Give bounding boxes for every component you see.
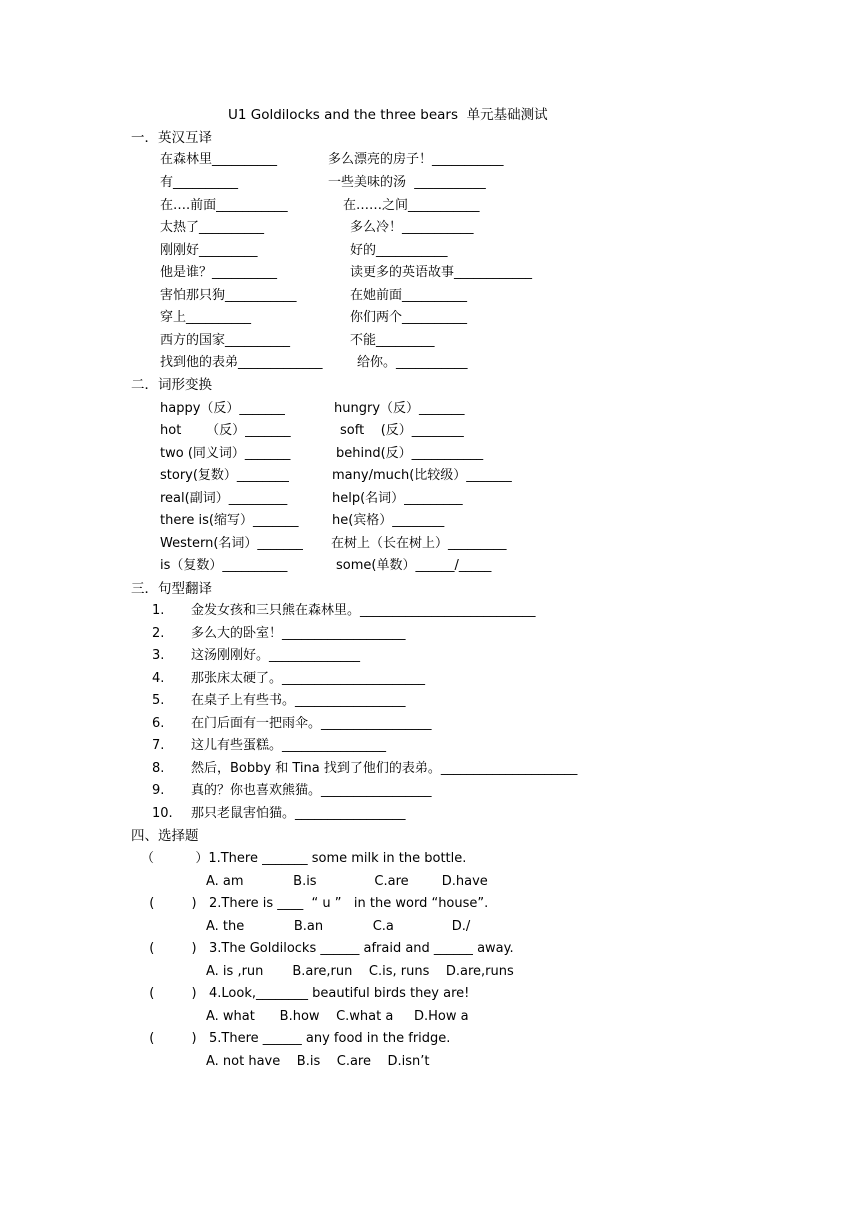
page-title: U1 Goldilocks and the three bears 单元基础测试: [228, 107, 548, 123]
s3-item-number: 10.: [152, 806, 173, 821]
s2-row-right: he(宾格）________: [332, 513, 445, 528]
s3-item-sentence: 那只老鼠害怕猫。_________________: [191, 806, 406, 821]
s1-row-right: 在她前面__________: [350, 288, 468, 303]
s3-item-number: 2.: [152, 626, 165, 641]
s1-row-right: 读更多的英语故事____________: [350, 265, 533, 280]
mc-options: A. is ,run B.are,run C.is, runs D.are,runs: [206, 964, 514, 979]
s2-row-right: 在树上（长在树上）_________: [331, 536, 507, 551]
section-2-heading: 二．词形变换: [131, 377, 212, 393]
s3-item-sentence: 在门后面有一把雨伞。_________________: [191, 716, 432, 731]
s1-row-left: 有__________: [160, 175, 239, 190]
section-3-heading: 三．句型翻译: [131, 581, 212, 597]
s2-row-right: behind(反）___________: [336, 446, 484, 461]
s3-item-number: 5.: [152, 693, 165, 708]
s3-item-sentence: 金发女孩和三只熊在森林里。___________________________: [191, 603, 536, 618]
mc-question: （ ）1.There _______ some milk in the bottle.: [141, 851, 467, 866]
s1-row-right: 不能_________: [350, 333, 435, 348]
s1-row-left: 害怕那只狗___________: [160, 288, 297, 303]
section-1-heading: 一．英汉互译: [131, 130, 212, 146]
s1-row-right: 好的___________: [350, 243, 448, 258]
s1-row-left: 太热了__________: [160, 220, 265, 235]
s1-row-right: 在……之间___________: [343, 198, 480, 213]
s1-row-right: 一些美味的汤 ___________: [328, 175, 486, 190]
s2-row-left: is（复数）__________: [160, 558, 288, 573]
s3-item-number: 4.: [152, 671, 165, 686]
s1-row-right: 多么漂亮的房子！___________: [328, 152, 504, 167]
s1-row-left: 穿上__________: [160, 310, 252, 325]
s2-row-right: many/much(比较级）_______: [332, 468, 512, 483]
s2-row-right: soft (反）________: [340, 423, 464, 438]
s3-item-number: 7.: [152, 738, 165, 753]
s1-row-right: 给你。___________: [357, 355, 468, 370]
mc-options: A. not have B.is C.are D.isn’t: [206, 1054, 430, 1069]
s2-row-right: some(单数）______/_____: [336, 558, 492, 573]
mc-question: ( ) 4.Look,________ beautiful birds they are!: [141, 986, 470, 1001]
s3-item-number: 8.: [152, 761, 165, 776]
s1-row-left: 西方的国家__________: [160, 333, 291, 348]
s3-item-sentence: 这汤刚刚好。______________: [191, 648, 361, 663]
s2-row-left: happy（反）_______: [160, 401, 285, 416]
s3-item-sentence: 多么大的卧室！___________________: [191, 626, 406, 641]
s1-row-left: 在….前面___________: [160, 198, 288, 213]
section-4-heading: 四、选择题: [131, 828, 199, 844]
s2-row-right: hungry（反）_______: [334, 401, 465, 416]
s1-row-left: 刚刚好_________: [160, 243, 258, 258]
s2-row-left: Western(名词）_______: [160, 536, 303, 551]
s1-row-left: 在森林里__________: [160, 152, 278, 167]
s2-row-left: there is(缩写）_______: [160, 513, 299, 528]
s1-row-left: 他是谁？__________: [160, 265, 278, 280]
mc-options: A. am B.is C.are D.have: [206, 874, 488, 889]
s3-item-number: 9.: [152, 783, 165, 798]
s1-row-left: 找到他的表弟_____________: [160, 355, 323, 370]
s3-item-sentence: 那张床太硬了。______________________: [191, 671, 426, 686]
mc-question: ( ) 3.The Goldilocks ______ afraid and ______ away.: [141, 941, 514, 956]
mc-question: ( ) 2.There is ____ “ u ” in the word “house”.: [141, 896, 489, 911]
s3-item-sentence: 在桌子上有些书。_________________: [191, 693, 406, 708]
mc-options: A. what B.how C.what a D.How a: [206, 1009, 469, 1024]
s1-row-right: 多么冷！___________: [350, 220, 474, 235]
mc-question: ( ) 5.There ______ any food in the fridge.: [141, 1031, 451, 1046]
s2-row-right: help(名词）_________: [332, 491, 463, 506]
mc-options: A. the B.an C.a D./: [206, 919, 471, 934]
s3-item-number: 1.: [152, 603, 165, 618]
s2-row-left: real(副词）_________: [160, 491, 288, 506]
s2-row-left: two (同义词）_______: [160, 446, 291, 461]
s3-item-sentence: 然后，Bobby 和 Tina 找到了他们的表弟。_____________________: [191, 761, 578, 776]
s3-item-number: 3.: [152, 648, 165, 663]
s1-row-right: 你们两个__________: [350, 310, 468, 325]
s3-item-sentence: 这儿有些蛋糕。________________: [191, 738, 387, 753]
s2-row-left: hot （反）_______: [160, 423, 291, 438]
s3-item-number: 6.: [152, 716, 165, 731]
s3-item-sentence: 真的？你也喜欢熊猫。_________________: [191, 783, 432, 798]
s2-row-left: story(复数）________: [160, 468, 289, 483]
